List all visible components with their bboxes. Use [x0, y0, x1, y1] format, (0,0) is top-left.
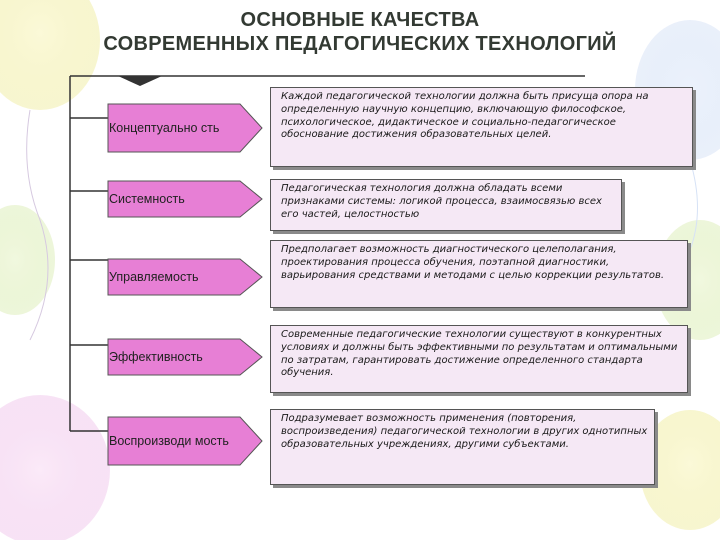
quality-label-conceptuality: Концептуально сть — [109, 121, 220, 135]
quality-label-efficiency: Эффективность — [109, 350, 203, 364]
quality-label-manageability: Управляемость — [109, 270, 199, 284]
quality-label-reproducibility: Воспроизводи мость — [109, 434, 229, 448]
title-line-1: ОСНОВНЫЕ КАЧЕСТВА — [240, 9, 480, 31]
quality-label-systemness: Системность — [109, 192, 185, 206]
description-box-manageability: Предполагает возможность диагностического целеполагания, проектирования процесса обучения, поэтапной диагностики, варьирования средствами и методами с целью коррекции результатов. — [270, 240, 688, 308]
description-box-conceptuality: Каждой педагогической технологии должна быть присуща опора на определенную научную концепцию, включающую философское, психологическое, дидактическое и социально-педагогическое обоснование достижения образовательных целей. — [270, 87, 693, 167]
top-arrow-marker — [118, 76, 162, 86]
description-box-reproducibility: Подразумевает возможность применения (повторения, воспроизведения) педагогической технологии в других однотипных образовательных учреждениях, другими субъектами. — [270, 409, 655, 485]
description-box-systemness: Педагогическая технология должна обладать всеми признаками системы: логикой процесса, взаимосвязью всех его частей, целостностью — [270, 179, 622, 231]
title-line-2: СОВРЕМЕННЫХ ПЕДАГОГИЧЕСКИХ ТЕХНОЛОГИЙ — [103, 33, 617, 55]
description-box-efficiency: Современные педагогические технологии существуют в конкурентных условиях и должны быть эффективными по результатам и оптимальными по затратам, гарантировать достижение определенного стандарта обучения. — [270, 325, 688, 393]
